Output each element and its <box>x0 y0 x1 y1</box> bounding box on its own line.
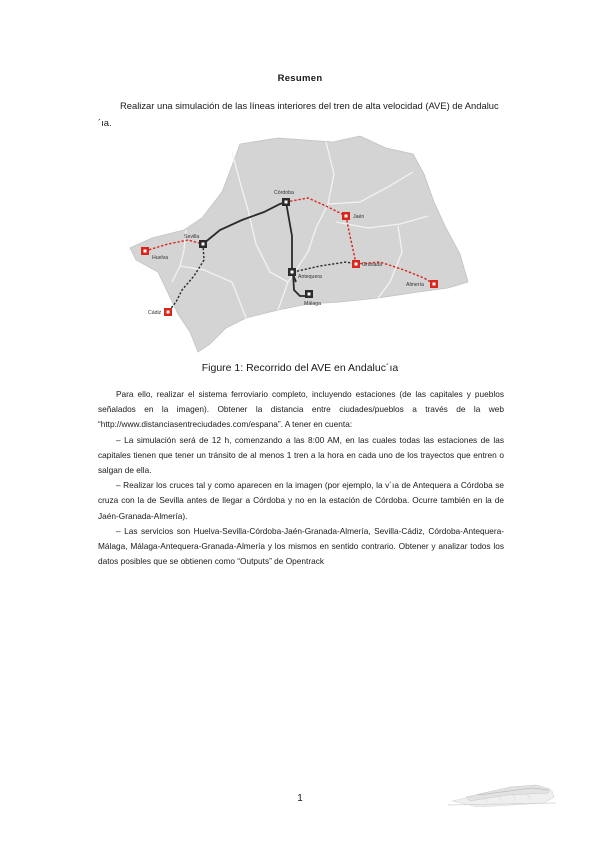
intro-paragraph: Realizar una simulación de las líneas interiores del tren de alta velocidad (AVE) de Andaluc´ıa. <box>98 100 499 128</box>
label-malaga: Málaga <box>304 301 322 307</box>
label-granada: Granada <box>362 262 383 268</box>
label-antequera: Antequera <box>298 274 322 280</box>
figure-caption: Figure 1: Recorrido del AVE en Andaluc´ıa <box>201 362 399 374</box>
paragraph-3: – Realizar los cruces tal y como aparecen en la imagen (por ejemplo, la v´ıa de Antequera a Córdoba se cruza con la de Sevilla antes de llegar a Córdoba y no en la estación de Córdoba. Ocurre también en la de Jaén-Granada-Almería). <box>98 480 504 521</box>
paragraph-2: – La simulación será de 12 h, comenzando a las 8:00 AM, en las cuales todas las estaciones de las capitales tienen que tener un tránsito de al menos 1 tren a la hora en cada uno de los trayectos que entren o salgan de ella. <box>98 434 504 476</box>
label-almeria: Almería <box>406 282 424 288</box>
body-text <box>98 387 504 569</box>
paragraph-1: Para ello, realizar el sistema ferroviario completo, incluyendo estaciones (de las capitales y pueblos señalados en la imagen). Obtener la distancia entre ciudades/pueblos a través de la web “http://www.distanciasentreciudades.com/espana”. A tener en cuenta: <box>98 389 504 430</box>
label-huelva: Huelva <box>152 255 169 261</box>
andalucia-region <box>130 136 468 352</box>
paragraph-4: – Las servicios son Huelva-Sevilla-Córdoba-Jaén-Granada-Almería, Sevilla-Cádiz, Córdoba-Antequera-Málaga, Málaga-Antequera-Granada-Almería y los mismos en sentido contrario. Obtener y analizar todos los datos posibles que se obtienen como “Outputs” de Opentrack <box>98 525 504 567</box>
label-cadiz: Cádiz <box>148 310 162 316</box>
label-jaen: Jaén <box>353 214 365 220</box>
label-sevilla: Sevilla <box>184 234 200 240</box>
label-cordoba: Córdoba <box>274 190 294 196</box>
page-title: Resumen <box>277 73 323 84</box>
andalucia-ave-map <box>128 132 473 357</box>
page-number: 1 <box>297 793 303 804</box>
